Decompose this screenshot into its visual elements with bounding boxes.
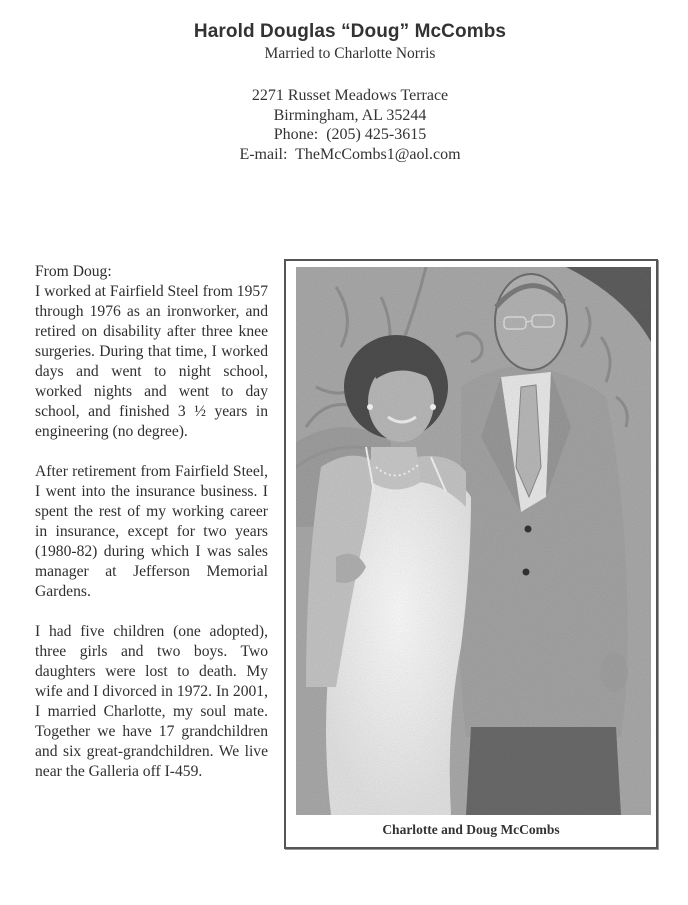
street-address: 2271 Russet Meadows Terrace: [251, 87, 449, 104]
email-address: E-mail: TheMcCombs1@aol.com: [239, 145, 461, 163]
paragraph-1-text: I worked at Fairfield Steel from 1957 through 1976 as an ironworker, and retired on disability after three knee surgeries. During that time, I worked days and went to night school, worked nights and went to day school, and finished 3 ½ years in engineering (no degree).: [35, 283, 268, 440]
paragraph-1: [35, 262, 268, 442]
phone-number: Phone: (205) 425-3615: [273, 126, 427, 143]
city-state-zip: Birmingham, AL 35244: [273, 106, 427, 124]
photo-frame: [284, 259, 658, 849]
page-title: Harold Douglas “Doug” McCombs: [193, 21, 507, 42]
story-heading: From Doug:: [35, 263, 112, 280]
contact-block: [0, 86, 688, 164]
photo-caption: Charlotte and Doug McCombs: [382, 822, 560, 837]
paragraph-3: I had five children (one adopted), three girls and two boys. Two daughters were lost to death. My wife and I divorced in 1972. In 2001, I married Charlotte, my soul mate. Together we have 17 grandchildren and six great-grandchildren. We live near the Galleria off I-459.: [35, 623, 268, 780]
couple-photo: [296, 267, 651, 815]
spouse-line: Married to Charlotte Norris: [264, 45, 436, 62]
paragraph-2: After retirement from Fairfield Steel, I went into the insurance business. I spent the rest of my working career in insurance, except for two years (1980-82) during which I was sales manager at Jefferson Memorial Gardens.: [35, 463, 268, 600]
biography-text: [35, 262, 268, 782]
